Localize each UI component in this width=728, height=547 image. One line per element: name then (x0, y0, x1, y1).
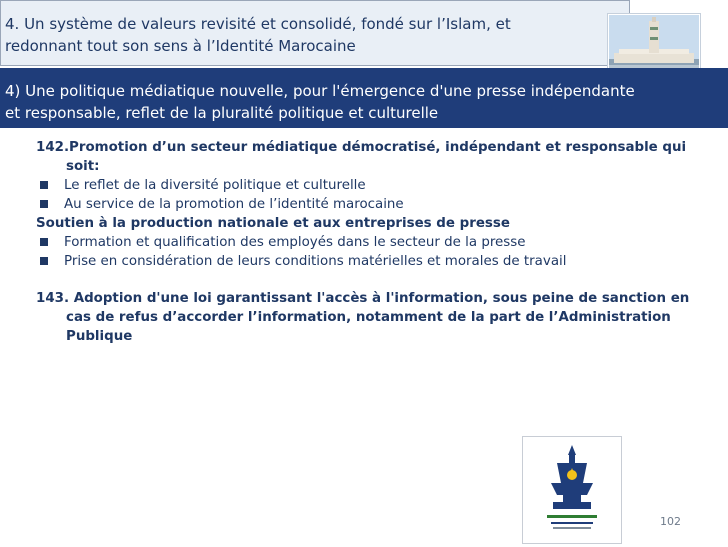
top-header-title (5, 13, 625, 57)
section-banner-line-1: 4) Une politique médiatique nouvelle, pour l'émergence d'une presse indépendante (5, 82, 635, 100)
bullet-item (36, 176, 696, 195)
bullet-item (36, 252, 696, 271)
party-lamp-logo-graphic (523, 437, 621, 543)
bullet-item (36, 233, 696, 252)
item-143: 143. Adoption d'une loi garantissant l'accès à l'information, sous peine de sanction en cas de refus d’accorder l’information, notamment de la part de l’Administration Publique (36, 291, 690, 344)
top-header (0, 0, 630, 66)
party-lamp-logo (522, 436, 622, 544)
top-header-line-1: 4. Un système de valeurs revisité et consolidé, fondé sur l’Islam, et (5, 15, 511, 33)
section-banner (0, 68, 728, 128)
spacer (36, 271, 696, 289)
square-bullet-icon (40, 238, 48, 246)
square-bullet-icon (40, 181, 48, 189)
section-banner-line-2: et responsable, reflet de la pluralité politique et culturelle (5, 104, 439, 122)
section-banner-title (5, 80, 725, 124)
bullet-text: Le reflet de la diversité politique et culturelle (64, 178, 366, 193)
bullet-text: Prise en considération de leurs conditions matérielles et morales de travail (64, 254, 567, 269)
item-142: 142.Promotion d’un secteur médiatique démocratisé, indépendant et responsable qui soit: (36, 140, 687, 174)
slide-body (36, 138, 696, 346)
page-number: 102 (660, 515, 681, 528)
bullet-item (36, 195, 696, 214)
square-bullet-icon (40, 200, 48, 208)
bullet-text: Formation et qualification des employés dans le secteur de la presse (64, 235, 526, 250)
subheading: Soutien à la production nationale et aux entreprises de presse (36, 216, 510, 231)
bullet-text: Au service de la promotion de l’identité marocaine (64, 197, 404, 212)
top-header-line-2: redonnant tout son sens à l’Identité Marocaine (5, 37, 356, 55)
square-bullet-icon (40, 257, 48, 265)
